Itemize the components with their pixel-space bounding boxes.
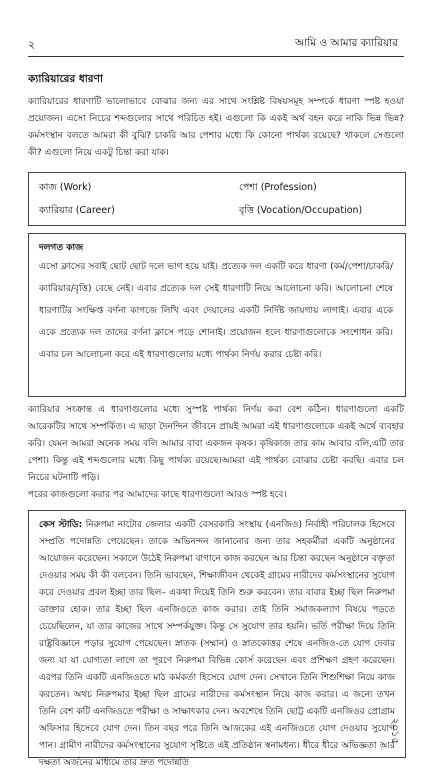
page-number: ২ <box>28 38 36 51</box>
group-work-box <box>28 233 406 397</box>
group-work-title: দলগত কাজ <box>39 243 84 253</box>
case-study-label: কেস স্টাডি: <box>39 520 83 530</box>
term-profession: পেশা (Profession) <box>239 182 317 193</box>
case-study-text <box>39 517 395 772</box>
section-title: ক্যারিয়ারের ধারণা <box>28 73 103 85</box>
body-paragraph-3: পরের কাজগুলো করার পর আমাদের কাছে ধারণাগুলো আরও স্পষ্ট হবে। <box>28 490 287 500</box>
term-work: কাজ (Work) <box>39 182 92 193</box>
footer-page-number: ২০১৫ <box>389 718 400 744</box>
body-paragraph-2: ক্যারিয়ার সংক্রান্ত এ ধারণাগুলোর মধ্যে সুস্পষ্ট পার্থক্য নির্ণয় করা বেশ কঠিন। ধারণাগুলো একটি আরেকটির সাথে সম্পর্কিত। এ ছাড়া দৈনন্দিন জীবনে প্রায়ই আমরা এই ধারণাগুলোকে একই অর্থে ব্যবহার করি। যেমন আমরা অনেক সময় বলি আমার বাবা একজন কৃষক। কৃষিকাজ তার কাম আবার বলি,এটি তার পেশা। কিন্তু এই শব্দগুলোর মধ্যে কিছু পার্থক্য রয়েছে।আমরা এই পার্থক্য বোঝার চেষ্টা করছি। এবার চল নিচের ঘটনাটি পড়ি। <box>28 405 404 483</box>
running-header-title: আমি ও আমার ক্যারিয়ার <box>295 37 398 49</box>
case-study-box <box>28 510 406 768</box>
group-work-body: এসো ক্লাসের সবাই ছোট ছোট দলে ভাগ হয়ে যাই। প্রত্যেক দল একটি করে ধারণা (কর্ম/পেশা/চাকরি/ক্যারিয়ার/বৃত্তি) বেছে নেই। এবার প্রত্যেক দল সেই ধারণাটি নিয়ে আলোচনা করি। আলোচনা শেষে ধারণাটির সংক্ষিপ্ত বর্ণনা কাগজে লিখি এবং দেয়ালের একটি নির্দিষ্ট জায়গায় লাগাই। এবার একে একে প্রত্যেক দল তাদের বর্ণনা ক্লাসে পড়ে শোনাই। প্রয়োজন হলে ধারণাগুলোকে সংশোধন করি। এবার চল আলোচনা করে এই ধারণাগুলোর মধ্যে পার্থক্য নির্ণয় করার চেষ্টা করি। <box>39 262 393 360</box>
term-vocation: বৃত্তি (Vocation/Occupation) <box>239 205 363 216</box>
header-divider <box>28 56 404 57</box>
intro-paragraph: ক্যারিয়ারের ধারণাটি ভালোভাবে বোঝার জন্য এর সাথে সংশ্লিষ্ট বিষয়সমূহ সম্পর্কে ধারণা স্পষ্ট হওয়া প্রয়োজন। এসো নিচের শব্দগুলোর সাথে পরিচিত হই। এগুলো কি একই অর্থ বহন করে নাকি ভিন্ন ভিন্ন? কর্মসংস্থান বলতে আমরা কী বুঝি? চাকরি আর পেশার মধ্যে কি কোনো পার্থক্য রয়েছে? থাকলে সেগুলো কী? এগুলো নিয়ে একটু চিন্তা করা যাক। <box>28 97 404 158</box>
terms-box <box>28 172 406 226</box>
term-career: ক্যারিয়ার (Career) <box>39 205 115 216</box>
case-study-body: নিরুপমা নাটোর জেলার একটি বেসরকারি সংস্থায় (এনজিও) নির্বাহী পরিচালক হিসেবে সম্প্রতি পদোন্নতি পেয়েছেন। তাকে অভিনন্দন জানানোর জন্য তার সহকর্মীরা একটি অনুষ্ঠানের আয়োজন করেছেন। সকালে উঠেই নিরুপমা বাগানে কাজ করছেন আর চিন্তা করছেন অনুষ্ঠানে বক্তৃতা দেওয়ার সময় কী কী বলবেন। তিনি ভাবছেন, শিক্ষাজীবন থেকেই গ্রামের নারীদের কর্মসংস্থানের সুযোগ করে দেওয়ার প্রবল ইচ্ছা তার ছিল– একথা দিয়েই তিনি শুরু করবেন। তার বাবার ইচ্ছা ছিল নিরুপমা ডাক্তার হোক। তার ইচ্ছা ছিল এনজিওতে কাজ করার। তাই তিনি সমাজকল্যাণ বিষয়ে পড়তে চেয়েছিলেন, যা তার কাজের সাথে সম্পর্কযুক্ত। কিন্তু সে সুযোগ তার হয়নি। ভর্তি পরীক্ষা দিয়ে তিনি রাষ্ট্রবিজ্ঞানে পড়ার সুযোগ পেয়েছেন। স্নাতক (সম্মান) ও স্নাতকোত্তর শেষে এনজিও-তে যোগ দেবার জন্য যা যা যোগ্যতা লাগে তা পূরণে নিরুপমা বিভিন্ন কোর্স করেছেন এবং প্রশিক্ষণ গ্রহণ করেছেন। এরপর তিনি একটি এনজিওতে মাঠ কর্মকর্তা হিসেবে যোগ দেন। সেখানে তিনি শিশুশিক্ষা নিয়ে কাজ করতেন। অথচ নিরুপমার ইচ্ছা ছিল গ্রামের নারীদের কর্মসংস্থান নিয়ে কাজ করার। এ জন্যে তখন তিনি বেশ কটি এনজিওতে পরীক্ষা ও সাক্ষাৎকার দেন। অবশেষে তিনি ছোট্ট একটি এনজিওর প্রোগ্রাম অফিসার হিসেবে যোগ দেন। তিন বছর পরে তিনি আজকের এই এনজিওতে যোগ দেওয়ার সুযোগ পান। গ্রামীণ নারীদের কর্মসংস্থানের সুযোগ সৃষ্টিতে এই প্রতিষ্ঠান স্বনামধন্য। ধীরে ধীরে অভিজ্ঞতা আর দক্ষতা অর্জনের মাধ্যমে তার দ্রুত পদোন্নতি <box>39 520 395 768</box>
